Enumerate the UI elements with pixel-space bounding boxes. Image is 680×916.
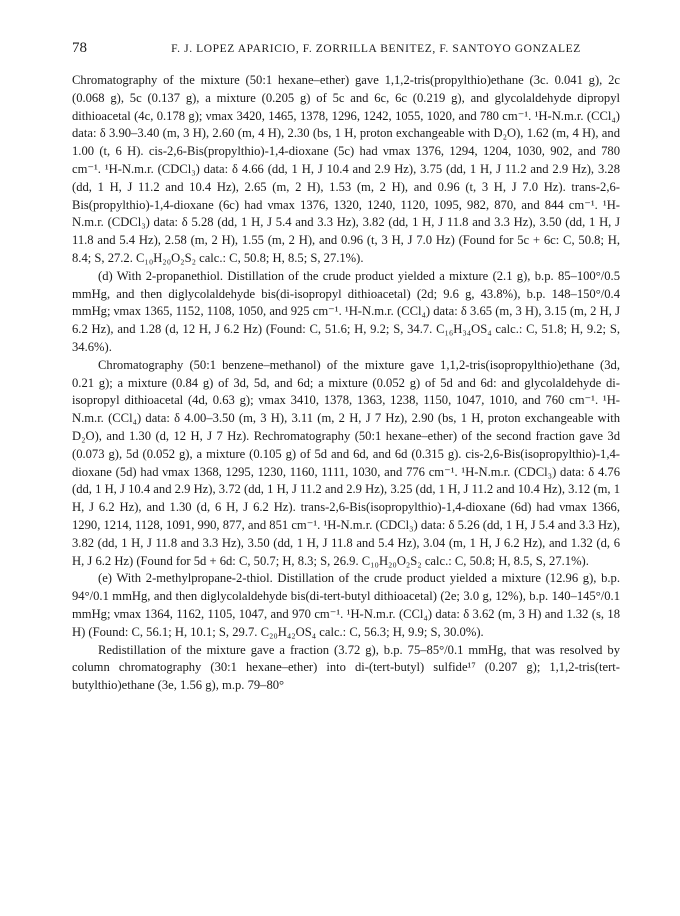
paragraph-2-methylpropane-2-thiol: (e) With 2-methylpropane-2-thiol. Distillation of the crude product yielded a mixture (12.96 g), b.p. 94°/0.1 mmHg, and then diglycolaldehyde bis(di-tert-butyl dithioacetal) (2e; 3.0 g, 12%), b.p. 140–145°/0.1 mmHg; νmax 1364, 1162, 1105, 1047, and 970 cm⁻¹. ¹H-N.m.r. (CCl₄) data: δ 3.62 (m, 3 H) and 1.32 (s, 18 H) (Found: C, 56.1; H, 10.1; S, 29.7. C₂₀H₄₂OS₄ calc.: C, 56.3; H, 9.9; S, 30.0%). bbox=[72, 571, 620, 639]
page-number: 78 bbox=[72, 40, 87, 56]
paragraph-redistillation: Redistillation of the mixture gave a fraction (3.72 g), b.p. 75–85°/0.1 mmHg, that was resolved by column chromatography (30:1 hexane–ether) into di-(tert-butyl) sulfide¹⁷ (0.207 g); 1,1,2-tris(tert-butylthio)ethane (3e, 1.56 g), m.p. 79–80° bbox=[72, 642, 620, 693]
running-title: F. J. LOPEZ APARICIO, F. ZORRILLA BENITEZ, F. SANTOYO GONZALEZ bbox=[171, 43, 581, 55]
page-body bbox=[72, 72, 620, 695]
paragraph-2-propanethiol: (d) With 2-propanethiol. Distillation of the crude product yielded a mixture (2.1 g), b.p. 85–100°/0.5 mmHg, and then diglycolaldehyde bis(di-isopropyl dithioacetal) (2d; 9.6 g, 43.8%), b.p. 148–150°/0.4 mmHg; νmax 1365, 1152, 1108, 1050, and 925 cm⁻¹. ¹H-N.m.r. (CCl₄) data: δ 3.65 (m, 3 H), 3.15 (m, 2 H, J 6.2 Hz), and 1.28 (d, 12 H, J 6.2 Hz) (Found: C, 51.6; H, 9.2; S, 34.7. C₁₆H₃₄OS₄ calc.: C, 51.8; H, 9.2; S, 34.6%). bbox=[72, 268, 620, 354]
page-header bbox=[72, 40, 620, 60]
paragraph-chromatography-isopropyl: Chromatography (50:1 benzene–methanol) of the mixture gave 1,1,2-tris(isopropylthio)ethane (3d, 0.21 g); a mixture (0.84 g) of 3d, 5d, and 6d; a mixture (0.052 g) of 5d and 6d: and glycolaldehyde di-isopropyl dithioacetal (4d, 0.63 g); νmax 3410, 1378, 1363, 1238, 1150, 1047, 1010, and 760 cm⁻¹. ¹H-N.m.r. (CCl₄) data: δ 4.00–3.50 (m, 3 H), 3.11 (m, 2 H, J 7 Hz), 2.90 (bs, 1 H, proton exchangeable with D₂O), and 1.30 (d, 12 H, J 7 Hz). Rechromatography (50:1 hexane–ether) of the second fraction gave 3d (0.073 g), 5d (0.052 g), a mixture (0.105 g) of 5d and 6d, and 6d (0.315 g). cis-2,6-Bis(isopropylthio)-1,4-dioxane (5d) had νmax 1368, 1295, 1230, 1160, 1111, 1030, and 776 cm⁻¹. ¹H-N.m.r. (CDCl₃) data: δ 4.76 (dd, 1 H, J 10.4 and 2.9 Hz), 3.72 (dd, 1 H, J 11.2 and 2.9 Hz), 3.25 (dd, 1 H, J 11.2 and 10.4 Hz), 3.12 (m, 1 H, J 6.2 Hz), and 1.30 (d, 6 H, J 6.2 Hz). trans-2,6-Bis(isopropylthio)-1,4-dioxane (6d) had νmax 1366, 1290, 1214, 1128, 1091, 990, 877, and 851 cm⁻¹. ¹H-N.m.r. (CDCl₃) data: δ 5.26 (dd, 1 H, J 5.4 and 3.3 Hz), 3.82 (dd, 1 H, J 11.8 and 3.3 Hz), 3.50 (dd, 1 H, J 11.8 and 5.4 Hz), 3.04 (m, 1 H, J 6.2 Hz), and 1.32 (d, 6 H, J 6.2 Hz) (Found for 5d + 6d: C, 50.7; H, 8.3; S, 26.9. C₁₀H₂₀O₂S₂ calc.: C, 50.8; H, 8.5, S, 27.1%). bbox=[72, 357, 620, 568]
paragraph-chromatography-propyl: Chromatography of the mixture (50:1 hexane–ether) gave 1,1,2-tris(propylthio)ethane (3c. 0.041 g), 2c (0.068 g), 5c (0.137 g), a mixture (0.205 g) of 5c and 6c, 6c (0.219 g), and glycolaldehyde dipropyl dithioacetal (4c, 0.178 g); νmax 3420, 1465, 1378, 1296, 1242, 1055, 1020, and 780 cm⁻¹. ¹H-N.m.r. (CCl₄) data: δ 3.90–3.40 (m, 3 H), 2.60 (m, 4 H), 2.30 (bs, 1 H, proton exchangeable with D₂O), 1.62 (m, 4 H), and 1.00 (t, 6 H). cis-2,6-Bis(propylthio)-1,4-dioxane (5c) had νmax 1376, 1294, 1204, 1030, 902, and 780 cm⁻¹. ¹H-N.m.r. (CDCl₃) data: δ 4.66 (dd, 1 H, J 10.4 and 2.9 Hz), 3.75 (dd, 1 H, J 11.2 and 2.9 Hz), 3.28 (dd, 1 H, J 11.2 and 10.4 Hz), 2.65 (m, 2 H), 1.53 (m, 2 H), and 0.96 (t, 3 H, J 7.0 Hz). trans-2,6-Bis(propylthio)-1,4-dioxane (6c) had νmax 1376, 1320, 1240, 1120, 1095, 982, 870, and 844 cm⁻¹. ¹H-N.m.r. (CDCl₃) data: δ 5.28 (dd, 1 H, J 5.4 and 3.3 Hz), 3.82 (dd, 1 H, J 11.8 and 3.3 Hz), 3.50 (dd, 1 H, J 11.8 and 5.4 Hz), 2.58 (m, 2 H), 1.55 (m, 2 H), and 0.96 (t, 3 H, J 7.0 Hz) (Found for 5c + 6c: C, 50.8; H, 8.4; S, 27.2. C₁₀H₂₀O₂S₂ calc.: C, 50.8; H, 8.5; S, 27.1%). bbox=[72, 73, 620, 265]
